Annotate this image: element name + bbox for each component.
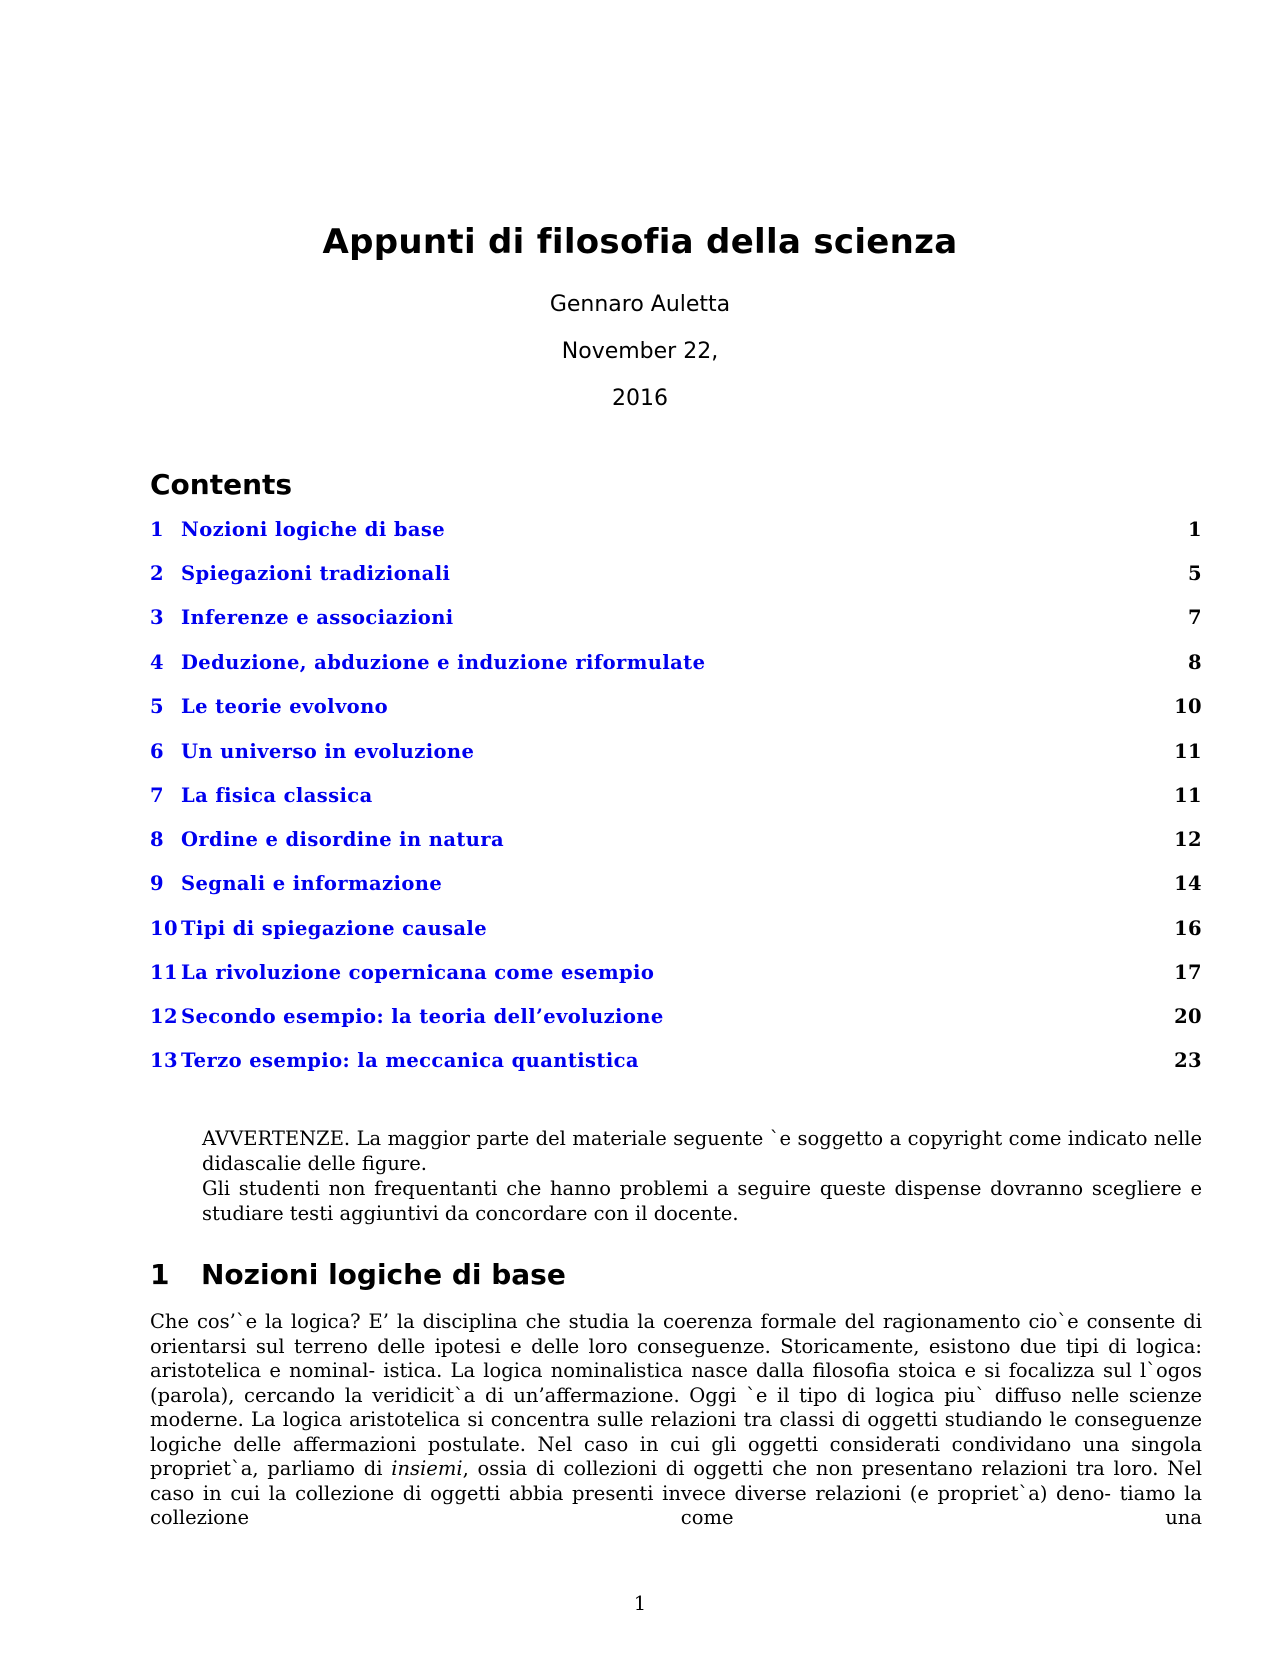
toc-entry-link[interactable]: Segnali e informazione [181, 872, 443, 895]
toc-entry-link[interactable]: Terzo esempio: la meccanica quantistica [181, 1049, 639, 1072]
toc-entry-number[interactable]: 1 [150, 518, 164, 541]
toc-entry-link[interactable]: Deduzione, abduzione e induzione riformulate [181, 651, 706, 674]
document-title: Appunti di filosofia della scienza [322, 222, 958, 262]
copyright-notice [202, 1126, 1202, 1226]
toc-entry-number[interactable]: 11 [150, 961, 178, 984]
document-author: Gennaro Auletta [549, 292, 731, 317]
emphasis-insiemi: insiemi [391, 1457, 463, 1480]
toc-entry-page: 11 [1174, 784, 1202, 807]
toc-entry-page: 8 [1188, 651, 1202, 674]
document-date-line-1: November 22, [561, 339, 719, 364]
toc-entry-page: 17 [1174, 961, 1202, 984]
toc-entry-link[interactable]: Tipi di spiegazione causale [181, 917, 488, 940]
toc-entry-number[interactable]: 5 [150, 695, 164, 718]
section-number: 1 [150, 1258, 170, 1291]
toc-entry[interactable] [150, 1049, 1202, 1079]
toc-entry-page: 11 [1174, 740, 1202, 763]
toc-entry-number[interactable]: 12 [150, 1005, 178, 1028]
toc-entry-page: 5 [1188, 562, 1202, 585]
toc-entry-link[interactable]: Secondo esempio: la teoria dell’evoluzione [181, 1005, 664, 1028]
toc-entry-link[interactable]: Ordine e disordine in natura [181, 828, 505, 851]
toc-entry[interactable] [150, 518, 1202, 548]
toc-entry[interactable] [150, 740, 1202, 770]
toc-entry-page: 7 [1188, 606, 1202, 629]
toc-entry[interactable] [150, 917, 1202, 947]
toc-entry[interactable] [150, 562, 1202, 592]
toc-entry-link[interactable]: La fisica classica [181, 784, 373, 807]
toc-entry[interactable] [150, 695, 1202, 725]
toc-entry[interactable] [150, 961, 1202, 991]
toc-entry-link[interactable]: Spiegazioni tradizionali [181, 562, 451, 585]
toc-entry-page: 20 [1174, 1005, 1202, 1028]
toc-entry-number[interactable]: 8 [150, 828, 164, 851]
notice-line-1: AVVERTENZE. La maggior parte del materiale seguente `e soggetto a copyright come indicato nelle didascalie delle figure. [202, 1127, 1202, 1175]
toc-entry[interactable] [150, 784, 1202, 814]
toc-entry-number[interactable]: 7 [150, 784, 164, 807]
toc-entry[interactable] [150, 1005, 1202, 1035]
notice-line-2: Gli studenti non frequentanti che hanno problemi a seguire queste dispense dovranno scegliere e studiare testi aggiuntivi da concordare con il docente. [202, 1177, 1202, 1225]
toc-entry-number[interactable]: 4 [150, 651, 164, 674]
toc-entry-page: 16 [1174, 917, 1202, 940]
toc-entry-link[interactable]: Inferenze e associazioni [181, 606, 454, 629]
toc-entry[interactable] [150, 651, 1202, 681]
toc-entry-page: 1 [1188, 518, 1202, 541]
toc-entry-number[interactable]: 3 [150, 606, 164, 629]
section-heading [150, 1258, 566, 1291]
toc-entry-number[interactable]: 2 [150, 562, 164, 585]
paragraph-text-start: Che cos’`e la logica? E’ la disciplina che studia la coerenza formale del ragionamento cio`e consente di orientarsi sul terreno delle ipotesi e delle loro conseguenze. Storicamente, esistono due tipi di logica: aristotelica e nominal- istica. La logica nominalistica nasce dalla filosofia stoica e si focalizza sul l`ogos (parola), cercando la veridicit`a di un’affermazione. Oggi `e il tipo di logica piu` diffuso nelle scienze moderne. La logica aristotelica si concentra sulle relazioni tra classi di oggetti studiando le conseguenze logiche delle affermazioni postulate. Nel caso in cui gli oggetti considerati condividano una singola propriet`a, parliamo di [150, 1310, 1202, 1480]
toc-entry-number[interactable]: 6 [150, 740, 164, 763]
document-date-line-2: 2016 [612, 386, 668, 411]
toc-entry-page: 14 [1174, 872, 1202, 895]
toc-entry-page: 12 [1174, 828, 1202, 851]
page-number: 1 [633, 1592, 647, 1615]
toc-entry[interactable] [150, 828, 1202, 858]
toc-entry-page: 23 [1174, 1049, 1202, 1072]
paragraph-text-end: , ossia di collezioni di oggetti che non presentano relazioni tra loro. Nel caso in cui la collezione di oggetti abbia presenti invece diverse relazioni (e propriet`a) deno- tiamo la collezione come una [150, 1457, 1202, 1529]
toc-entry[interactable] [150, 872, 1202, 902]
toc-entry-link[interactable]: La rivoluzione copernicana come esempio [181, 961, 655, 984]
toc-entry-number[interactable]: 10 [150, 917, 178, 940]
toc-entry-page: 10 [1174, 695, 1202, 718]
contents-heading: Contents [150, 468, 293, 501]
toc-entry-number[interactable]: 13 [150, 1049, 178, 1072]
toc-entry-link[interactable]: Un universo in evoluzione [181, 740, 475, 763]
section-title: Nozioni logiche di base [201, 1258, 566, 1291]
toc-entry-link[interactable]: Le teorie evolvono [181, 695, 389, 718]
toc-entry-number[interactable]: 9 [150, 872, 164, 895]
body-paragraph [150, 1310, 1202, 1531]
toc-entry[interactable] [150, 606, 1202, 636]
toc-entry-link[interactable]: Nozioni logiche di base [181, 518, 446, 541]
